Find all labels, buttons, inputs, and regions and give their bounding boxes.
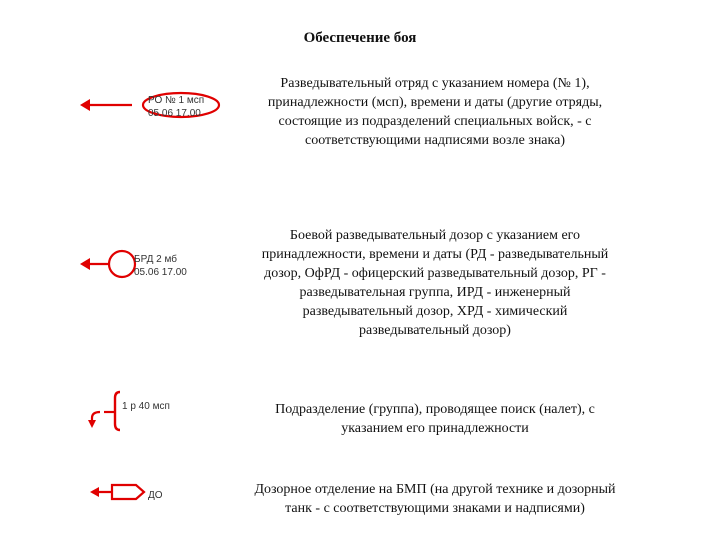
description-line: Дозорное отделение на БМП (на другой технике и дозорный (254, 482, 616, 497)
description-line: указанием его принадлежности (341, 421, 529, 436)
patrol-squad-bmp-arrow-icon (84, 478, 184, 508)
entry-description (215, 74, 655, 150)
entry-description (215, 400, 655, 438)
description-line: разведывательный дозор, ХРД - химический (302, 304, 568, 319)
description-line: дозор, ОфРД - офицерский разведывательный дозор, РГ - (264, 266, 606, 281)
description-line: соответствующими надписями возле знака) (305, 133, 565, 148)
symbol-label: БРД 2 мб (134, 254, 177, 265)
description-line: танк - с соответствующими знаками и надписями) (285, 501, 585, 516)
symbol-label: ДО (148, 490, 163, 501)
search-raid-group-bracket-icon (82, 388, 192, 434)
description-line: Разведывательный отряд с указанием номера (№ 1), (280, 76, 590, 91)
description-line: принадлежности (мсп), времени и даты (другие отряды, (267, 95, 603, 110)
description-line: разведывательный дозор) (359, 323, 511, 338)
symbol-label: 05.06 17.00 (134, 267, 187, 278)
recon-detachment-oval-arrow-icon (70, 88, 230, 128)
combat-recon-patrol-circle-arrow-icon (72, 246, 222, 286)
page-title: Обеспечение боя (303, 30, 417, 46)
symbol-label: РО № 1 мсп (148, 95, 205, 106)
description-line: принадлежности, времени и даты (РД - разведывательный (261, 247, 609, 262)
symbol-label: 05.06 17.00 (148, 108, 201, 119)
description-line: Боевой разведывательный дозор с указанием его (289, 228, 581, 243)
entry-description (215, 480, 655, 518)
description-line: Подразделение (группа), проводящее поиск (налет), с (275, 402, 595, 417)
description-line: состоящие из подразделений специальных войск, - с (278, 114, 592, 129)
description-line: разведывательная группа, ИРД - инженерный (299, 285, 571, 300)
symbol-label: 1 р 40 мсп (122, 401, 170, 412)
entry-description (215, 226, 655, 340)
